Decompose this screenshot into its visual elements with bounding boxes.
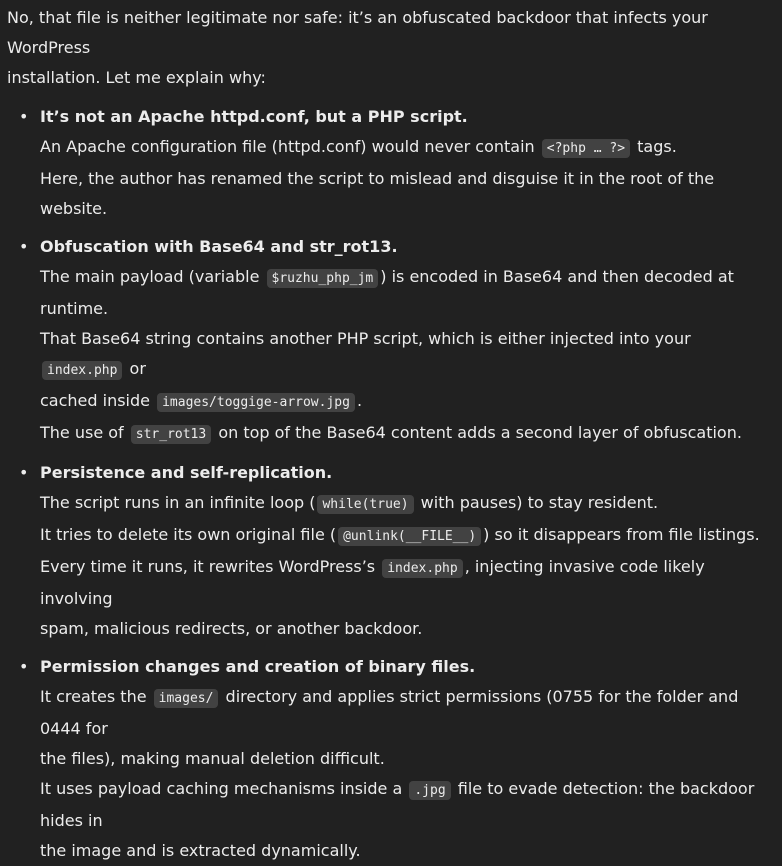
list-item-line: The main payload (variable $ruzhu_php_jm ) is encoded in Base64 and then decoded at runtime. (40, 267, 734, 318)
inline-code: images/toggige-arrow.jpg (157, 393, 355, 412)
list-item-persistence (7, 458, 776, 644)
list-item-line: It creates the images/ directory and applies strict permissions (0755 for the folder and 0444 for (40, 687, 739, 738)
list-item-line: the files), making manual deletion difficult. (40, 749, 385, 768)
intro-line: installation. Let me explain why: (7, 68, 266, 87)
inline-code: <?php … ?> (542, 139, 630, 158)
inline-code: str_rot13 (131, 425, 211, 444)
list-item-line: It uses payload caching mechanisms inside a .jpg file to evade detection: the backdoor hides in (40, 779, 755, 830)
list-item-title: It’s not an Apache httpd.conf, but a PHP script. (40, 107, 468, 126)
list-item-title: Persistence and self-replication. (40, 463, 333, 482)
list-item-title: Obfuscation with Base64 and str_rot13. (40, 237, 398, 256)
inline-code: @unlink(__FILE__) (338, 527, 481, 546)
bullet-icon: • (19, 657, 29, 676)
bullet-icon: • (19, 237, 29, 256)
list-item-line: It tries to delete its own original file ( @unlink(__FILE__) ) so it disappears from file listings. (40, 525, 760, 544)
inline-code: images/ (154, 689, 219, 708)
list-item-obfuscation (7, 232, 776, 450)
list-item-line: cached inside images/toggige-arrow.jpg . (40, 391, 363, 410)
inline-code: index.php (42, 361, 122, 380)
intro-line: No, that file is neither legitimate nor safe: it’s an obfuscated backdoor that infects your WordPress (7, 8, 708, 57)
list-item-line: The script runs in an infinite loop ( while(true) with pauses) to stay resident. (40, 493, 659, 512)
list-item-line: Here, the author has renamed the script to mislead and disguise it in the root of the website. (40, 169, 715, 218)
list-item-line: Every time it runs, it rewrites WordPress’s index.php , injecting invasive code likely involving (40, 557, 705, 608)
inline-code: while(true) (317, 495, 413, 514)
list-item-line: That Base64 string contains another PHP script, which is either injected into your index.php or (40, 329, 691, 378)
list-item-line: the image and is extracted dynamically. (40, 841, 361, 860)
bullet-icon: • (19, 107, 29, 126)
list-item-line: spam, malicious redirects, or another backdoor. (40, 619, 423, 638)
list-item-permissions (7, 652, 776, 866)
intro-paragraph (7, 0, 776, 93)
list-item-line: An Apache configuration file (httpd.conf) would never contain <?php … ?> tags. (40, 137, 677, 156)
inline-code: $ruzhu_php_jm (267, 269, 379, 288)
bullet-list (7, 102, 776, 866)
inline-code: .jpg (409, 781, 450, 800)
list-item-not-apache (7, 102, 776, 224)
list-item-title: Permission changes and creation of binary files. (40, 657, 476, 676)
bullet-icon: • (19, 463, 29, 482)
inline-code: index.php (382, 559, 462, 578)
list-item-line: The use of str_rot13 on top of the Base64 content adds a second layer of obfuscation. (40, 423, 742, 442)
